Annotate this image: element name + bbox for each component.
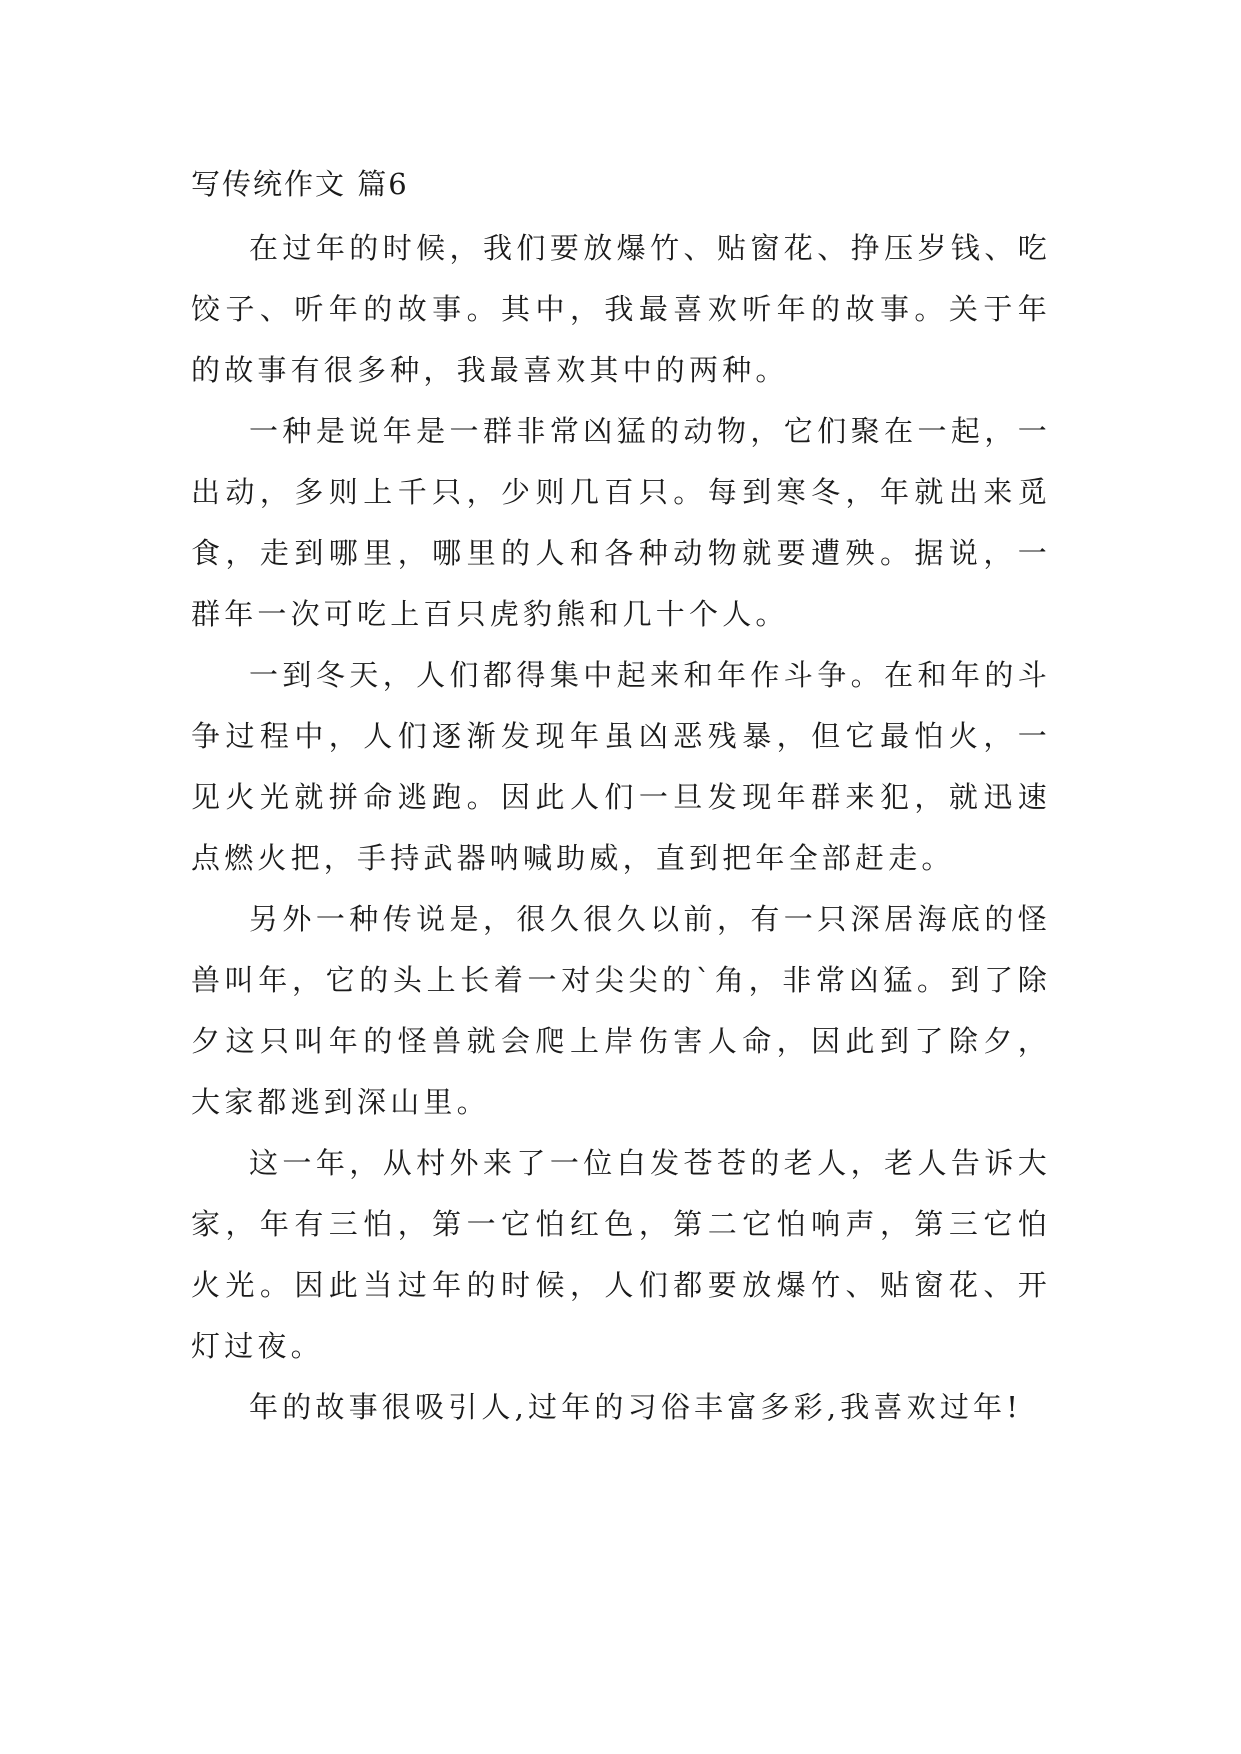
paragraph-6: 年的故事很吸引人,过年的习俗丰富多彩,我喜欢过年!	[249, 1390, 1023, 1424]
document-body	[191, 164, 1051, 1438]
paragraph-1: 在过年的时候，我们要放爆竹、贴窗花、挣压岁钱、吃饺子、听年的故事。其中，我最喜欢听年的故事。关于年的故事有很多种，我最喜欢其中的两种。	[191, 231, 1051, 387]
document-title: 写传统作文 篇6	[191, 167, 409, 201]
paragraph-5: 这一年，从村外来了一位白发苍苍的老人，老人告诉大家，年有三怕，第一它怕红色，第二它怕响声，第三它怕火光。因此当过年的时候，人们都要放爆竹、贴窗花、开灯过夜。	[191, 1146, 1051, 1363]
paragraph-2: 一种是说年是一群非常凶猛的动物，它们聚在一起，一出动，多则上千只，少则几百只。每到寒冬，年就出来觅食，走到哪里，哪里的人和各种动物就要遭殃。据说，一群年一次可吃上百只虎豹熊和几十个人。	[191, 414, 1051, 631]
paragraph-4: 另外一种传说是，很久很久以前，有一只深居海底的怪兽叫年，它的头上长着一对尖尖的`角，非常凶猛。到了除夕这只叫年的怪兽就会爬上岸伤害人命，因此到了除夕，大家都逃到深山里。	[191, 902, 1051, 1119]
paragraph-3: 一到冬天，人们都得集中起来和年作斗争。在和年的斗争过程中，人们逐渐发现年虽凶恶残暴，但它最怕火，一见火光就拼命逃跑。因此人们一旦发现年群来犯，就迅速点燃火把，手持武器呐喊助威，直到把年全部赶走。	[191, 658, 1051, 875]
